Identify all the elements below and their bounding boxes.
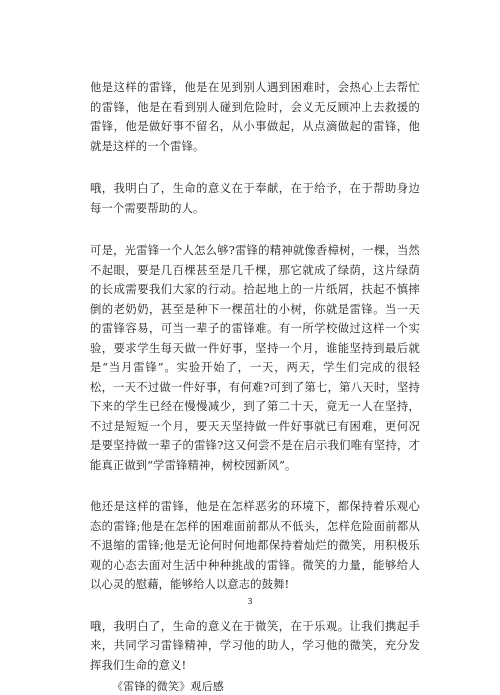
paragraph-3: 可是，光雷锋一个人怎么够?雷锋的精神就像香樟树，一棵，当然不起眼，要是几百棵甚至是几千棵，那它就成了绿荫，这片绿荫的长成需要我们大家的行动。拾起地上的一片纸屑，扶起不慎摔倒的老奶奶，甚至是种下一棵茁壮的小树，你就是雷锋。当一天的雷锋容易，可当一辈子的雷锋难。有一所学校做过这样一个实验，要求学生每天做一件好事，坚持一个月，谁能坚持到最后就是“当月雷锋”。实验开始了，一天，两天，学生们完成的很轻松，一天不过做一件好事，有何难?可到了第七，第八天时，坚持下来的学生已经在慢慢减少，到了第二十天，竟无一人在坚持，不过是短短一个月，要天天坚持做一件好事就已有困难，更何况是要坚持做一辈子的雷锋?这又何尝不是在启示我们唯有坚持，才能真正做到“学雷锋精神，树校园新风”。 (90, 244, 420, 472)
paragraph-2: 哦，我明白了，生命的意义在于奉献，在于给予，在于帮助身边每一个需要帮助的人。 (90, 182, 420, 215)
paragraph-5: 哦，我明白了，生命的意义在于微笑，在于乐观。让我们携起手来，共同学习雷锋精神，学习他的助人，学习他的微笑，充分发挥我们生命的意义! (90, 619, 420, 672)
essay-caption: 《雷锋的微笑》观后感 (112, 680, 224, 693)
paragraph-1: 他是这样的雷锋，他是在见到别人遇到困难时，会热心上去帮忙的雷锋，他是在看到别人碰到危险时，会义无反顾冲上去救援的雷锋，他是做好事不留名，从小事做起，从点滴做起的雷锋，他就是这样的一个雷锋。 (90, 81, 420, 153)
page-number: 3 (247, 597, 253, 606)
paragraph-4: 他还是这样的雷锋，他是在怎样恶劣的环境下，都保持着乐观心态的雷锋;他是在怎样的困难面前都从不低头，怎样危险面前都从不退缩的雷锋;他是无论何时何地都保持着灿烂的微笑，用积极乐观的心态去面对生活中种种挑战的雷锋。微笑的力量，能够给人以心灵的慰藉，能够给人以意志的鼓舞! (90, 500, 420, 591)
